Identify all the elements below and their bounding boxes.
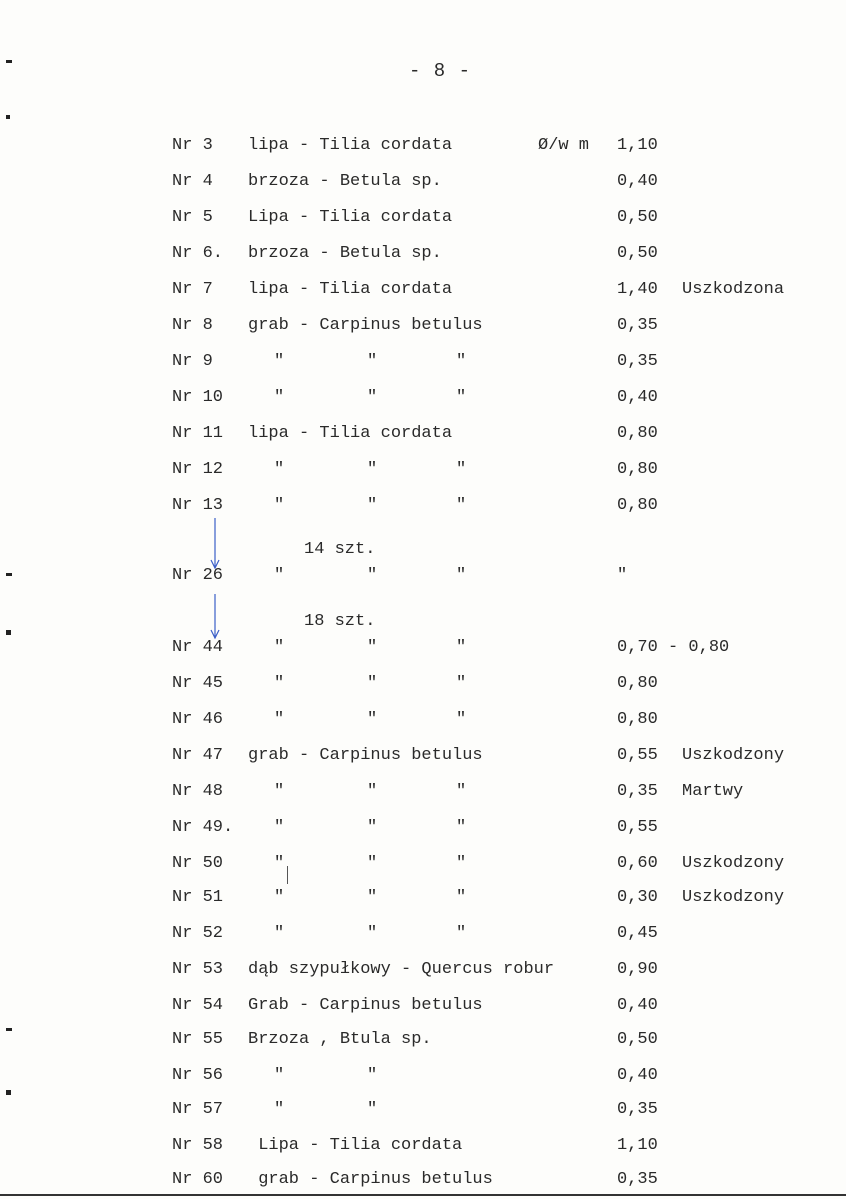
ditto-mark: ": [274, 854, 285, 873]
condition-note: Uszkodzony: [682, 888, 785, 907]
tree-number: Nr 26: [172, 566, 224, 585]
table-row: [0, 244, 846, 270]
table-row: [0, 782, 846, 808]
diameter-value: 0,35: [617, 352, 658, 371]
ditto-mark: ": [367, 854, 378, 873]
margin-mark: [6, 1090, 11, 1095]
ditto-mark: ": [274, 566, 285, 585]
ditto-mark: ": [456, 924, 467, 943]
ditto-mark: ": [274, 888, 285, 907]
ditto-mark: ": [274, 352, 285, 371]
table-row: [0, 280, 846, 306]
diameter-value: 1,40: [617, 280, 658, 299]
tree-number: Nr 8: [172, 316, 213, 335]
table-row: [0, 208, 846, 234]
count-note-18: 18 szt.: [304, 612, 376, 631]
tree-number: Nr 56: [172, 1066, 224, 1085]
diameter-value: 0,35: [617, 1100, 658, 1119]
margin-mark: [6, 630, 11, 635]
tree-number: Nr 55: [172, 1030, 224, 1049]
tree-number: Nr 49.: [172, 818, 234, 837]
table-row: [0, 172, 846, 198]
diameter-value: 0,80: [617, 710, 658, 729]
table-row: [0, 996, 846, 1022]
diameter-value: 0,35: [617, 316, 658, 335]
diameter-value: 0,55: [617, 818, 658, 837]
species-name: dąb szypułkowy - Quercus robur: [248, 960, 555, 979]
tree-number: Nr 9: [172, 352, 213, 371]
margin-mark: [6, 1028, 12, 1031]
pen-mark: [287, 866, 288, 884]
table-row: [0, 136, 846, 162]
tree-number: Nr 50: [172, 854, 224, 873]
diameter-value: 0,50: [617, 208, 658, 227]
diameter-value: 0,40: [617, 172, 658, 191]
page-number: - 8 -: [408, 60, 471, 82]
diameter-value: 0,60: [617, 854, 658, 873]
tree-number: Nr 5: [172, 208, 213, 227]
tree-number: Nr 13: [172, 496, 224, 515]
species-name: Lipa - Tilia cordata: [248, 1136, 463, 1155]
table-row: [0, 674, 846, 700]
margin-mark: [6, 115, 10, 119]
diameter-value: 0,80: [617, 496, 658, 515]
ditto-mark: ": [456, 566, 467, 585]
table-row: [0, 638, 846, 664]
diameter-value: 0,80: [617, 460, 658, 479]
ditto-mark: ": [456, 352, 467, 371]
table-row: [0, 1100, 846, 1126]
ditto-mark: ": [274, 710, 285, 729]
tree-number: Nr 60: [172, 1170, 224, 1189]
tree-number: Nr 45: [172, 674, 224, 693]
tree-number: Nr 3: [172, 136, 213, 155]
ditto-mark: ": [367, 566, 378, 585]
diameter-value: 0,50: [617, 1030, 658, 1049]
ditto-mark: ": [456, 854, 467, 873]
ditto-mark: ": [367, 1066, 378, 1085]
tree-number: Nr 53: [172, 960, 224, 979]
ditto-mark: ": [456, 638, 467, 657]
ditto-mark: ": [456, 818, 467, 837]
table-row: [0, 352, 846, 378]
ditto-mark: ": [367, 496, 378, 515]
diameter-value: 1,10: [617, 136, 658, 155]
condition-note: Martwy: [682, 782, 744, 801]
ditto-mark: ": [367, 638, 378, 657]
ditto-mark: ": [274, 388, 285, 407]
species-name: Grab - Carpinus betulus: [248, 996, 483, 1015]
ditto-mark: ": [367, 1100, 378, 1119]
condition-note: Uszkodzony: [682, 746, 785, 765]
tree-number: Nr 10: [172, 388, 224, 407]
species-name: lipa - Tilia cordata: [248, 424, 453, 443]
table-row: [0, 888, 846, 914]
margin-mark: [6, 60, 12, 63]
table-row: [0, 424, 846, 450]
table-row: [0, 566, 846, 592]
tree-number: Nr 48: [172, 782, 224, 801]
diameter-value: ": [617, 566, 628, 585]
ditto-mark: ": [367, 352, 378, 371]
table-row: [0, 746, 846, 772]
tree-number: Nr 44: [172, 638, 224, 657]
diameter-value: 0,45: [617, 924, 658, 943]
ditto-mark: ": [456, 496, 467, 515]
page-edge: [0, 1194, 846, 1196]
table-row: [0, 1170, 846, 1196]
ditto-mark: ": [274, 460, 285, 479]
tree-number: Nr 52: [172, 924, 224, 943]
species-name: lipa - Tilia cordata: [248, 280, 453, 299]
condition-note: Uszkodzona: [682, 280, 785, 299]
diameter-value: 0,40: [617, 996, 658, 1015]
diameter-value: 0,35: [617, 1170, 658, 1189]
species-name: brzoza - Betula sp.: [248, 172, 442, 191]
table-row: [0, 960, 846, 986]
diameter-value: 0,80: [617, 674, 658, 693]
table-row: [0, 924, 846, 950]
ditto-mark: ": [456, 460, 467, 479]
ditto-mark: ": [367, 888, 378, 907]
margin-mark: [6, 573, 12, 576]
table-row: [0, 460, 846, 486]
ditto-mark: ": [367, 710, 378, 729]
ditto-mark: ": [274, 496, 285, 515]
table-row: [0, 854, 846, 880]
species-name: Lipa - Tilia cordata: [248, 208, 453, 227]
species-name: lipa - Tilia cordata: [248, 136, 453, 155]
range-arrow-icon: [214, 594, 216, 640]
diameter-value: 1,10: [617, 1136, 658, 1155]
ditto-mark: ": [367, 924, 378, 943]
ditto-mark: ": [456, 388, 467, 407]
diameter-value: 0,50: [617, 244, 658, 263]
ditto-mark: ": [456, 782, 467, 801]
species-name: grab - Carpinus betulus: [248, 746, 483, 765]
diameter-header: Ø/w m: [538, 136, 590, 155]
ditto-mark: ": [367, 460, 378, 479]
diameter-value: 0,40: [617, 1066, 658, 1085]
table-row: [0, 388, 846, 414]
tree-number: Nr 6.: [172, 244, 224, 263]
diameter-value: 0,70 - 0,80: [617, 638, 730, 657]
tree-number: Nr 57: [172, 1100, 224, 1119]
tree-number: Nr 7: [172, 280, 213, 299]
table-row: [0, 316, 846, 342]
count-note-14: 14 szt.: [304, 540, 376, 559]
ditto-mark: ": [367, 818, 378, 837]
tree-number: Nr 46: [172, 710, 224, 729]
table-row: [0, 1136, 846, 1162]
tree-number: Nr 51: [172, 888, 224, 907]
ditto-mark: ": [456, 888, 467, 907]
ditto-mark: ": [456, 710, 467, 729]
diameter-value: 0,55: [617, 746, 658, 765]
ditto-mark: ": [274, 1100, 285, 1119]
ditto-mark: ": [367, 674, 378, 693]
ditto-mark: ": [456, 674, 467, 693]
table-row: [0, 1030, 846, 1056]
ditto-mark: ": [274, 674, 285, 693]
tree-number: Nr 47: [172, 746, 224, 765]
species-name: Brzoza , Btula sp.: [248, 1030, 432, 1049]
ditto-mark: ": [367, 388, 378, 407]
species-name: brzoza - Betula sp.: [248, 244, 442, 263]
diameter-value: 0,80: [617, 424, 658, 443]
tree-number: Nr 58: [172, 1136, 224, 1155]
ditto-mark: ": [274, 782, 285, 801]
table-row: [0, 496, 846, 522]
condition-note: Uszkodzony: [682, 854, 785, 873]
diameter-value: 0,35: [617, 782, 658, 801]
diameter-value: 0,90: [617, 960, 658, 979]
tree-number: Nr 4: [172, 172, 213, 191]
diameter-value: 0,30: [617, 888, 658, 907]
species-name: grab - Carpinus betulus: [248, 1170, 493, 1189]
tree-number: Nr 12: [172, 460, 224, 479]
table-row: [0, 710, 846, 736]
ditto-mark: ": [274, 1066, 285, 1085]
diameter-value: 0,40: [617, 388, 658, 407]
species-name: grab - Carpinus betulus: [248, 316, 483, 335]
tree-number: Nr 54: [172, 996, 224, 1015]
ditto-mark: ": [274, 638, 285, 657]
ditto-mark: ": [274, 924, 285, 943]
range-arrow-icon: [214, 518, 216, 570]
ditto-mark: ": [274, 818, 285, 837]
table-row: [0, 818, 846, 844]
tree-number: Nr 11: [172, 424, 224, 443]
ditto-mark: ": [367, 782, 378, 801]
table-row: [0, 1066, 846, 1092]
